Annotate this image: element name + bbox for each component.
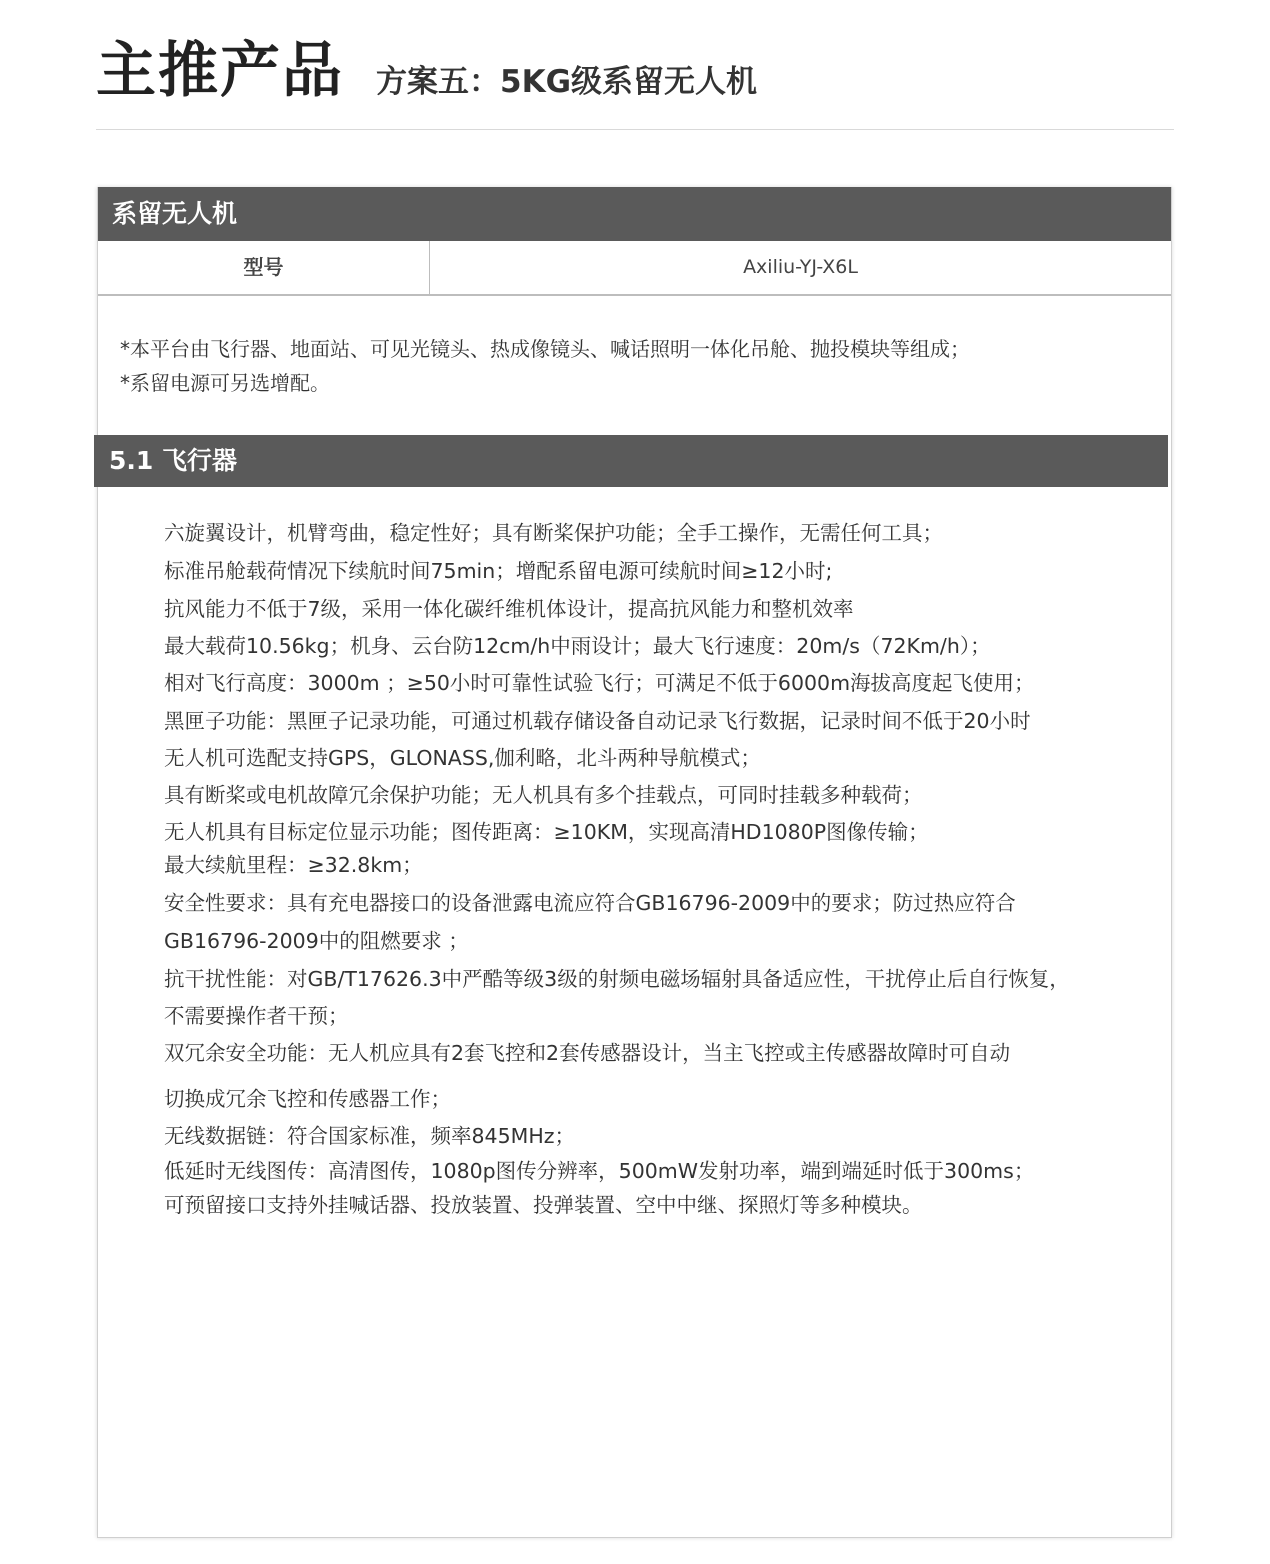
spec-label: 型号 [98,241,430,294]
feature-line: 不需要操作者干预； [164,1004,349,1028]
spec-value: Axiliu-YJ-X6L [743,256,858,278]
note-line: *系留电源可另选增配。 [120,371,330,395]
feature-line: 抗干扰性能：对GB/T17626.3中严酷等级3级的射频电磁场辐射具备适应性，干扰停止后自行恢复， [164,967,1070,991]
feature-line: 可预留接口支持外挂喊话器、投放装置、投弹装置、空中中继、探照灯等多种模块。 [164,1193,923,1217]
feature-line: 相对飞行高度：3000m ；≥50小时可靠性试验飞行；可满足不低于6000m海拔高度起飞使用； [164,671,1035,695]
note-line: *本平台由飞行器、地面站、可见光镜头、热成像镜头、喊话照明一体化吊舱、抛投模块等组成； [120,337,970,361]
page-subtitle: 方案五：5KG级系留无人机 [376,64,758,100]
feature-line: 最大续航里程：≥32.8km； [164,853,423,877]
page-title: 主推产品 [96,36,344,106]
spec-row-model [98,241,1171,296]
feature-line: GB16796-2009中的阻燃要求 ； [164,929,469,953]
page-header [96,32,1174,130]
feature-line: 具有断桨或电机故障冗余保护功能；无人机具有多个挂载点，可同时挂载多种载荷； [164,783,923,807]
feature-line: 无线数据链：符合国家标准，频率845MHz； [164,1124,575,1148]
feature-line: 抗风能力不低于7级，采用一体化碳纤维机体设计，提高抗风能力和整机效率 [164,597,854,621]
feature-line: 六旋翼设计，机臂弯曲，稳定性好；具有断桨保护功能；全手工操作，无需任何工具； [164,521,943,545]
feature-line: 黑匣子功能：黑匣子记录功能，可通过机载存储设备自动记录飞行数据，记录时间不低于20小时 [164,709,1031,733]
card-notes [120,332,1150,400]
feature-line: 切换成冗余飞控和传感器工作； [164,1087,451,1111]
feature-line: 双冗余安全功能：无人机应具有2套飞控和2套传感器设计，当主飞控或主传感器故障时可自动 [164,1041,1011,1065]
section-title: 5.1 飞行器 [94,435,1168,487]
feature-line: 标准吊舱载荷情况下续航时间75min；增配系留电源可续航时间≥12小时; [164,559,833,583]
feature-line: 无人机具有目标定位显示功能；图传距离：≥10KM，实现高清HD1080P图像传输； [164,820,929,844]
card-title: 系留无人机 [98,187,1171,241]
feature-line: 安全性要求：具有充电器接口的设备泄露电流应符合GB16796-2009中的要求；防过热应符合 [164,891,1016,915]
feature-line: 最大载荷10.56kg；机身、云台防12cm/h中雨设计；最大飞行速度：20m/s（72Km/h）； [164,634,991,658]
feature-line: 无人机可选配支持GPS，GLONASS,伽利略，北斗两种导航模式； [164,746,761,770]
feature-line: 低延时无线图传：高清图传，1080p图传分辨率，500mW发射功率，端到端延时低于300ms； [164,1159,1035,1183]
